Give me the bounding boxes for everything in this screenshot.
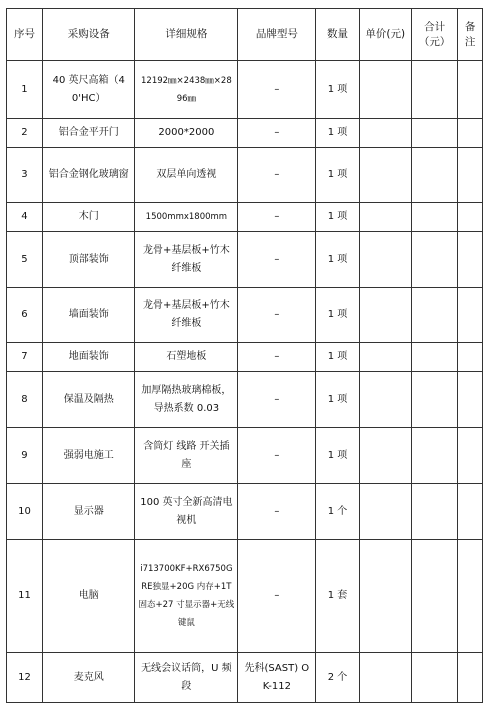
cell-device: 电脑 — [42, 540, 135, 653]
cell-total — [412, 484, 458, 540]
cell-no: 3 — [7, 148, 43, 203]
table-row — [7, 372, 483, 428]
cell-device: 顶部装饰 — [42, 232, 135, 288]
cell-unit-price — [359, 653, 411, 703]
cell-qty: 1 项 — [316, 372, 359, 428]
cell-total — [412, 288, 458, 343]
cell-total — [412, 428, 458, 484]
cell-spec: 1500mmx1800mm — [135, 203, 238, 232]
cell-total — [412, 203, 458, 232]
table-row — [7, 484, 483, 540]
cell-unit-price — [359, 428, 411, 484]
procurement-table — [6, 8, 483, 703]
cell-remark — [458, 203, 483, 232]
cell-qty: 1 项 — [316, 203, 359, 232]
cell-total — [412, 232, 458, 288]
cell-remark — [458, 484, 483, 540]
table-row — [7, 119, 483, 148]
cell-remark — [458, 343, 483, 372]
cell-brand: – — [238, 61, 316, 119]
cell-unit-price — [359, 61, 411, 119]
cell-remark — [458, 540, 483, 653]
cell-qty: 1 项 — [316, 428, 359, 484]
cell-spec: 石塑地板 — [135, 343, 238, 372]
cell-spec: 加厚隔热玻璃棉板，导热系数 0.03 — [135, 372, 238, 428]
cell-total — [412, 372, 458, 428]
header-spec: 详细规格 — [135, 9, 238, 61]
cell-spec: 2000*2000 — [135, 119, 238, 148]
header-qty: 数量 — [316, 9, 359, 61]
cell-spec: 无线会议话筒，U 频段 — [135, 653, 238, 703]
cell-no: 11 — [7, 540, 43, 653]
cell-unit-price — [359, 148, 411, 203]
cell-brand: – — [238, 203, 316, 232]
table-row — [7, 61, 483, 119]
cell-spec: 龙骨+基层板+竹木纤维板 — [135, 232, 238, 288]
cell-remark — [458, 428, 483, 484]
cell-qty: 1 项 — [316, 61, 359, 119]
cell-brand: – — [238, 232, 316, 288]
cell-remark — [458, 653, 483, 703]
cell-no: 1 — [7, 61, 43, 119]
cell-unit-price — [359, 232, 411, 288]
cell-device: 墙面装饰 — [42, 288, 135, 343]
cell-spec: 12192㎜×2438㎜×2896㎜ — [135, 61, 238, 119]
cell-remark — [458, 232, 483, 288]
cell-qty: 1 项 — [316, 343, 359, 372]
cell-total — [412, 61, 458, 119]
cell-unit-price — [359, 288, 411, 343]
cell-total — [412, 653, 458, 703]
cell-total — [412, 119, 458, 148]
header-device: 采购设备 — [42, 9, 135, 61]
cell-qty: 2 个 — [316, 653, 359, 703]
table-row — [7, 232, 483, 288]
cell-device: 强弱电施工 — [42, 428, 135, 484]
cell-spec: 含筒灯 线路 开关插座 — [135, 428, 238, 484]
cell-total — [412, 540, 458, 653]
cell-brand: – — [238, 119, 316, 148]
header-no: 序号 — [7, 9, 43, 61]
cell-total — [412, 148, 458, 203]
cell-brand: – — [238, 428, 316, 484]
cell-unit-price — [359, 372, 411, 428]
cell-qty: 1 项 — [316, 288, 359, 343]
cell-device: 保温及隔热 — [42, 372, 135, 428]
cell-spec: i713700KF+RX6750GRE独显+20G 内存+1T 固态+27 寸显示器+无线键鼠 — [135, 540, 238, 653]
cell-brand: – — [238, 148, 316, 203]
cell-remark — [458, 372, 483, 428]
cell-brand: – — [238, 540, 316, 653]
table-header-row — [7, 9, 483, 61]
cell-unit-price — [359, 484, 411, 540]
cell-no: 12 — [7, 653, 43, 703]
cell-no: 10 — [7, 484, 43, 540]
header-brand: 品牌型号 — [238, 9, 316, 61]
cell-device: 显示器 — [42, 484, 135, 540]
cell-spec: 龙骨+基层板+竹木纤维板 — [135, 288, 238, 343]
cell-qty: 1 个 — [316, 484, 359, 540]
table-row — [7, 288, 483, 343]
cell-total — [412, 343, 458, 372]
cell-remark — [458, 288, 483, 343]
table-row — [7, 203, 483, 232]
cell-no: 2 — [7, 119, 43, 148]
cell-brand: – — [238, 372, 316, 428]
cell-brand: – — [238, 288, 316, 343]
cell-qty: 1 项 — [316, 232, 359, 288]
cell-qty: 1 套 — [316, 540, 359, 653]
cell-device: 地面装饰 — [42, 343, 135, 372]
cell-remark — [458, 61, 483, 119]
table-row — [7, 343, 483, 372]
cell-device: 铝合金钢化玻璃窗 — [42, 148, 135, 203]
table-row — [7, 653, 483, 703]
cell-device: 麦克风 — [42, 653, 135, 703]
table-row — [7, 148, 483, 203]
cell-no: 9 — [7, 428, 43, 484]
cell-qty: 1 项 — [316, 148, 359, 203]
cell-remark — [458, 148, 483, 203]
cell-unit-price — [359, 119, 411, 148]
cell-spec: 100 英寸全新高清电视机 — [135, 484, 238, 540]
cell-no: 8 — [7, 372, 43, 428]
cell-no: 4 — [7, 203, 43, 232]
cell-brand: – — [238, 484, 316, 540]
cell-qty: 1 项 — [316, 119, 359, 148]
table-row — [7, 540, 483, 653]
cell-device: 40 英尺高箱（40'HC） — [42, 61, 135, 119]
cell-brand: 先科(SAST) OK-112 — [238, 653, 316, 703]
cell-unit-price — [359, 203, 411, 232]
cell-remark — [458, 119, 483, 148]
cell-unit-price — [359, 540, 411, 653]
header-total: 合计（元） — [412, 9, 458, 61]
header-remark: 备注 — [458, 9, 483, 61]
cell-device: 木门 — [42, 203, 135, 232]
cell-spec: 双层单向透视 — [135, 148, 238, 203]
cell-no: 5 — [7, 232, 43, 288]
cell-no: 6 — [7, 288, 43, 343]
cell-device: 铝合金平开门 — [42, 119, 135, 148]
cell-no: 7 — [7, 343, 43, 372]
header-unit-price: 单价(元) — [359, 9, 411, 61]
table-row — [7, 428, 483, 484]
cell-unit-price — [359, 343, 411, 372]
cell-brand: – — [238, 343, 316, 372]
